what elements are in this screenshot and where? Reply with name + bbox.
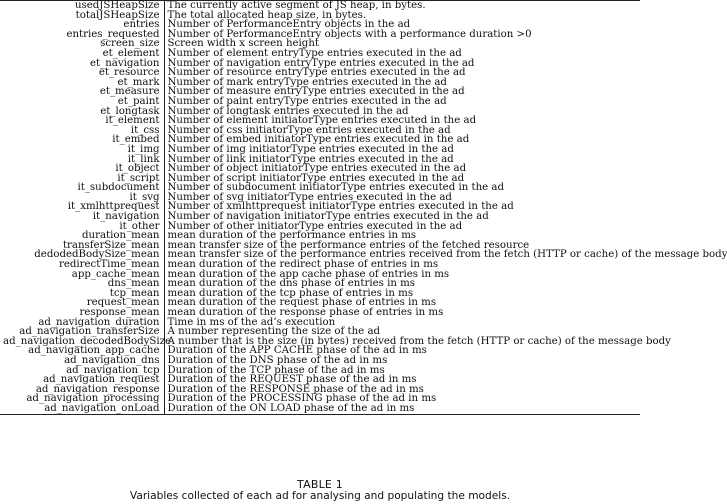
variable-description-cell: mean duration of the tcp phase of entries in ms: [167, 287, 414, 299]
variable-name-cell: ad_navigation_onLoad: [0, 404, 164, 414]
variable-description-cell: Number of resource entryType entries executed in the ad: [167, 67, 466, 79]
variable-description-cell: mean duration of the app cache phase of entries in ms: [167, 268, 450, 280]
variable-description-cell: Number of measure entryType entries executed in the ad: [167, 86, 465, 98]
variable-name-cell: usedJSHeapSize: [0, 1, 164, 11]
variable-name-cell: ad_navigation_transferSize: [0, 327, 164, 337]
variable-description-cell: Number of mark entryType entries executed in the ad: [167, 76, 447, 88]
variable-description-cell: Number of xmlhttprequest initiatorType entries executed in the ad: [167, 201, 514, 213]
variable-name-cell: et_navigation: [0, 59, 164, 69]
variable-description-cell: Duration of the RESPONSE phase of the ad in ms: [167, 383, 424, 395]
variable-name-cell: et_measure: [0, 87, 164, 97]
variable-description-cell: Number of link initiatorType entries executed in the ad: [167, 153, 454, 165]
variable-description-cell: mean duration of the request phase of entries in ms: [167, 297, 437, 309]
variable-name-cell: response_mean: [0, 308, 164, 318]
variable-description-cell: Number of PerformanceEntry objects with a performance duration >0: [167, 28, 532, 40]
variable-description-cell: Duration of the TCP phase of the ad in ms: [167, 364, 385, 376]
variable-name-cell: dns_mean: [0, 279, 164, 289]
variable-description-cell: Number of svg initiatorType entries executed in the ad: [167, 191, 452, 203]
variable-description-cell: Number of navigation entryType entries executed in the ad: [167, 57, 475, 69]
variable-name-cell: it_object: [0, 164, 164, 174]
variable-name-cell: dedodedBodySize_mean: [0, 250, 164, 260]
variable-description-cell: mean transfer size of the performance entries received from the fetch (HTTP or cache) of the message body: [167, 249, 727, 261]
variable-name-cell: it_embed: [0, 135, 164, 145]
variable-description-cell: Duration of the APP CACHE phase of the ad in ms: [167, 345, 427, 357]
variable-description-cell: Time in ms of the ad’s execution: [167, 316, 336, 328]
variable-description-cell: Number of element entryType entries executed in the ad: [167, 47, 462, 59]
variable-name-cell: it_script: [0, 174, 164, 184]
variable-description-cell: mean duration of the performance entries in ms: [167, 230, 417, 242]
variable-description-cell: mean transfer size of the performance entries of the fetched resource: [167, 239, 530, 251]
variable-name-cell: it_subdocument: [0, 183, 164, 193]
variable-name-cell: it_navigation: [0, 212, 164, 222]
variable-description-cell: The total allocated heap size, in bytes.: [167, 9, 367, 21]
variable-description-cell: Duration of the ON LOAD phase of the ad in ms: [167, 402, 415, 414]
variable-description-cell: Duration of the REQUEST phase of the ad in ms: [167, 374, 417, 386]
variable-description-cell: mean duration of the response phase of entries in ms: [167, 307, 444, 318]
table-caption-label: TABLE 1: [297, 478, 343, 491]
variable-name-cell: totalJSHeapSize: [0, 11, 164, 21]
table-row: [0, 30, 640, 40]
variable-name-cell: ad_navigation_dns: [0, 356, 164, 366]
variable-name-cell: it_xmlhttprequest: [0, 202, 164, 212]
variable-name-cell: it_element: [0, 116, 164, 126]
variable-name-cell: it_svg: [0, 193, 164, 203]
variable-name-cell: tcp_mean: [0, 289, 164, 299]
table-caption-text: Variables collected of each ad for analysing and populating the models.: [129, 490, 511, 502]
variable-description-cell: Screen width x screen height: [167, 38, 319, 50]
variable-name-cell: ad_navigation_app_cache: [0, 346, 164, 356]
variable-name-cell: transferSize_mean: [0, 241, 164, 251]
variable-name-cell: it_other: [0, 222, 164, 232]
variable-name-cell: et_mark: [0, 78, 164, 88]
variable-description-cell: Number of css initiatorType entries executed in the ad: [167, 124, 451, 136]
variable-description-cell: The currently active segment of JS heap, in bytes.: [167, 0, 426, 11]
variable-name-cell: ad_navigation_decodedBodySize: [0, 337, 164, 347]
variable-name-cell: ad_navigation_request: [0, 375, 164, 385]
variable-description-cell: mean duration of the dns phase of entries in ms: [167, 278, 416, 290]
variable-name-cell: ad_navigation_tcp: [0, 366, 164, 376]
variable-description-cell: Number of longtask entries executed in the ad: [167, 105, 409, 117]
variable-description-cell: Duration of the DNS phase of the ad in ms: [167, 354, 388, 366]
variable-name-cell: it_img: [0, 145, 164, 155]
variable-description-cell: Number of script initiatorType entries executed in the ad: [167, 172, 465, 184]
variable-name-cell: it_css: [0, 126, 164, 136]
variable-description-cell: Number of subdocument initiatorType entries executed in the ad: [167, 182, 505, 194]
variable-description-cell: Number of navigation initiatorType entries executed in the ad: [167, 211, 489, 223]
variable-name-cell: ad_navigation_processing: [0, 394, 164, 404]
variable-name-cell: ad_navigation_response: [0, 385, 164, 395]
variable-description-cell: Number of element initiatorType entries executed in the ad: [167, 115, 477, 127]
variable-description-cell: Number of PerformanceEntry objects in the ad: [167, 19, 411, 31]
variable-name-cell: request_mean: [0, 298, 164, 308]
variable-name-cell: app_cache_mean: [0, 270, 164, 280]
variable-description-cell: A number that is the size (in bytes) received from the fetch (HTTP or cache) of the message body: [167, 335, 671, 347]
variable-name-cell: entries: [0, 20, 164, 30]
variable-description-cell: Duration of the PROCESSING phase of the ad in ms: [167, 393, 437, 405]
variable-description-cell: A number representing the size of the ad: [167, 326, 381, 338]
variable-name-cell: entries_requested: [0, 30, 164, 40]
variable-name-cell: et_resource: [0, 68, 164, 78]
variable-name-cell: ad_navigation_duration: [0, 318, 164, 328]
table-row: [0, 404, 640, 414]
variable-description-cell: mean duration of the redirect phase of entries in ms: [167, 259, 439, 271]
variable-description-cell: Number of object initiatorType entries executed in the ad: [167, 163, 467, 175]
variable-name-cell: redirectTime_mean: [0, 260, 164, 270]
variable-name-cell: screen_size: [0, 39, 164, 49]
variable-name-cell: et_paint: [0, 97, 164, 107]
variable-description-cell: Number of other initiatorType entries executed in the ad: [167, 220, 463, 232]
variable-description-cell: Number of img initiatorType entries executed in the ad: [167, 143, 454, 155]
variable-name-cell: et_element: [0, 49, 164, 59]
variable-name-cell: duration_mean: [0, 231, 164, 241]
variable-name-cell: et_longtask: [0, 107, 164, 117]
variable-description-cell: Number of paint entryType entries executed in the ad: [167, 95, 447, 107]
variable-description-cell: Number of embed initiatorType entries executed in the ad: [167, 134, 470, 146]
variable-name-cell: it_link: [0, 155, 164, 165]
